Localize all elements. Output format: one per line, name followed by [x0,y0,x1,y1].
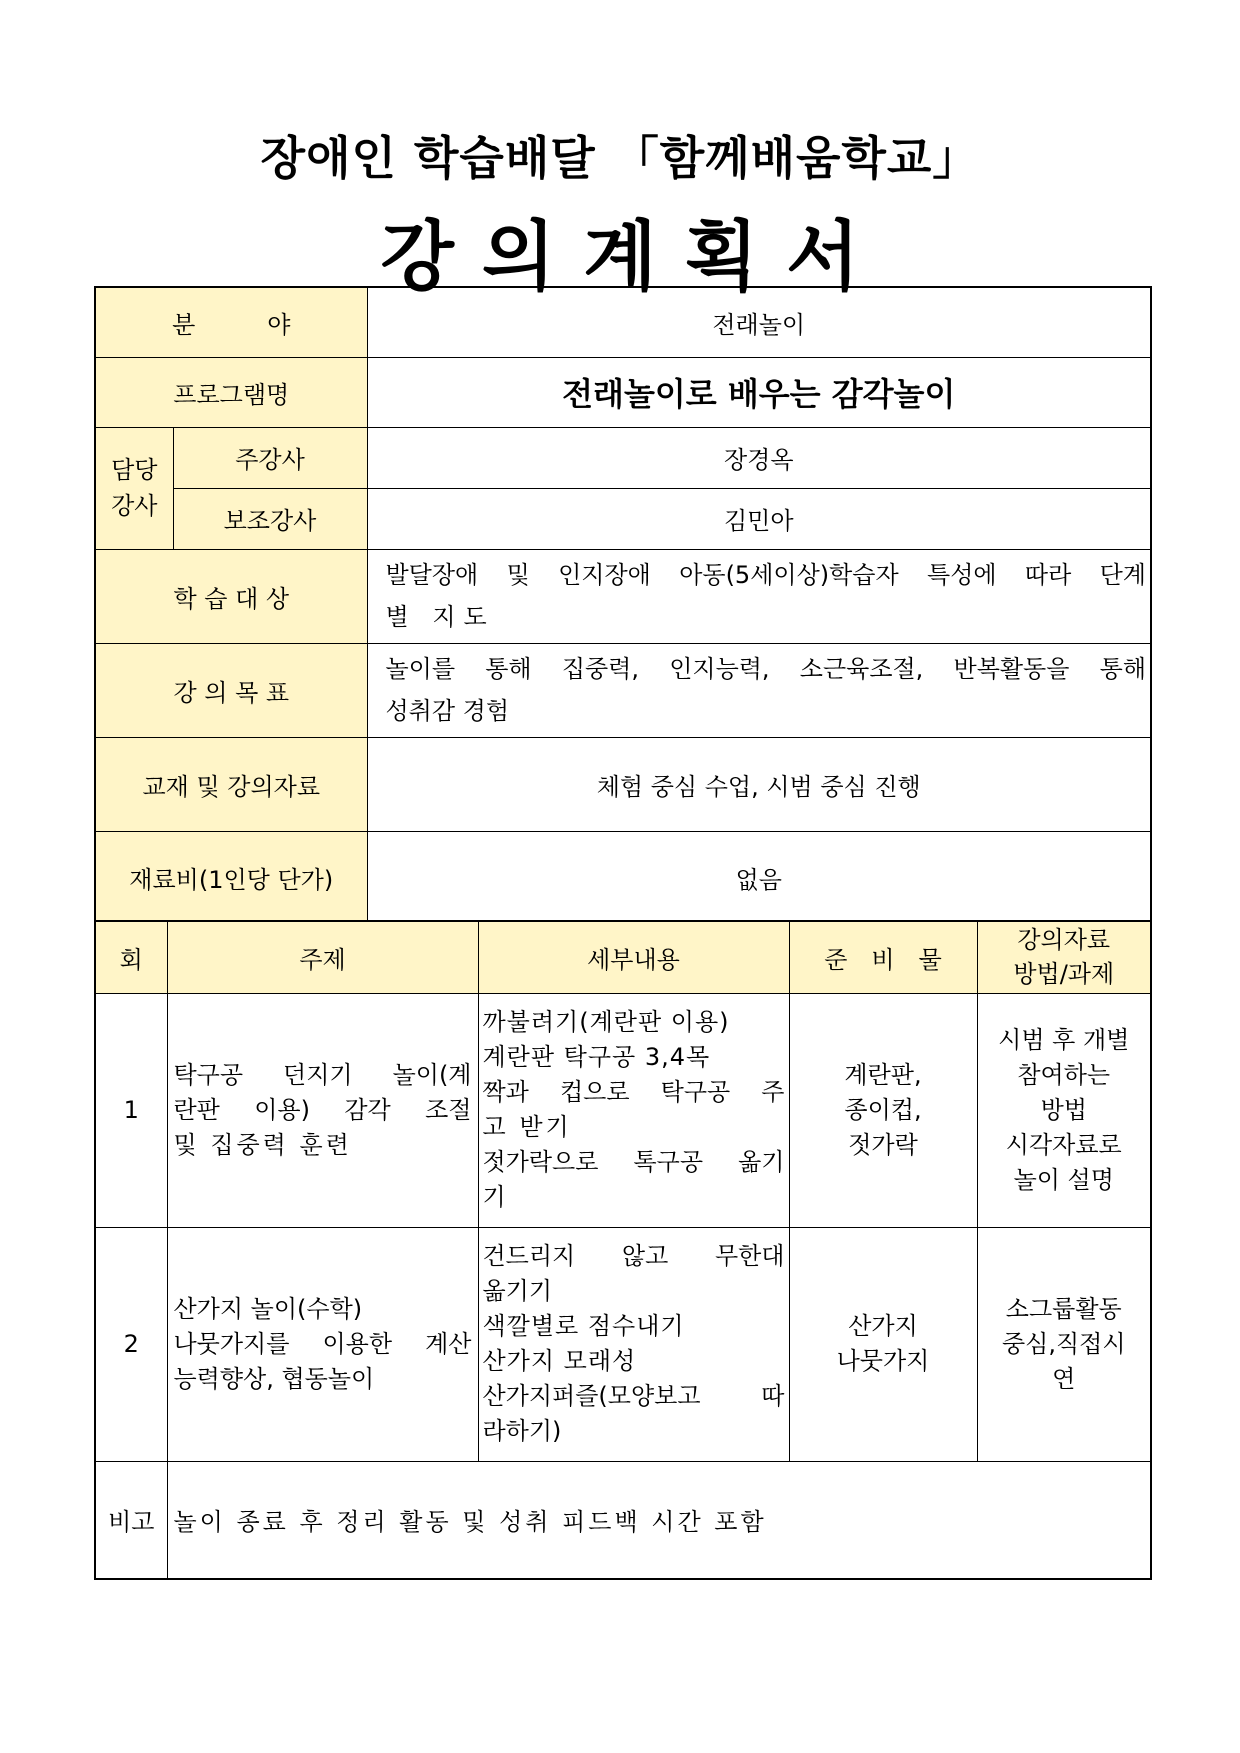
prep-line: 젓가락 [848,1130,918,1159]
detail-line: 짝과 컵으로 탁구공 주 [482,1078,785,1106]
topic-line: 란판 이용) 감각 조절 [173,1095,472,1124]
method-cell [977,993,1151,1227]
instructor-group-label-line2: 강사 [111,492,158,520]
main-instructor-value: 장경옥 [367,427,1151,488]
method-line: 연 [1052,1364,1076,1393]
prep-line: 계란판, [844,1060,922,1089]
detail-line: 산가지퍼즐(모양보고 따 [482,1382,785,1410]
course-info-table [94,286,1152,926]
detail-line: 산가지 모래성 [482,1347,637,1375]
detail-cell [478,1227,789,1461]
session-header: 회 [95,921,167,993]
document-title: 장애인 학습배달 「함께배움학교」 [260,131,980,185]
detail-line: 까불려기(계란판 이용) [482,1008,730,1036]
assistant-label: 보조강사 [173,488,367,549]
detail-line: 기 [482,1183,506,1211]
cost-label: 재료비(1인당 단가) [95,831,367,925]
detail-line: 건드리지 않고 무한대 [482,1242,785,1270]
method-line: 방법 [1040,1095,1087,1124]
note-label: 비고 [95,1461,167,1579]
topic-line: 능력향상, 협동놀이 [173,1364,375,1393]
topic-line: 및 집중력 훈련 [173,1130,352,1159]
detail-line: 색깔별로 점수내기 [482,1312,685,1340]
goal-value [367,643,1151,737]
note-value: 놀이 종료 후 정리 활동 및 성취 피드백 시간 포함 [167,1461,1151,1579]
instructor-group-label-line1: 담당 [111,456,158,484]
prep-cell [789,1227,977,1461]
target-value [367,549,1151,643]
method-line: 중심,직접시 [1001,1329,1126,1358]
main-instructor-label: 주강사 [173,427,367,488]
detail-line: 고 받기 [482,1113,572,1141]
material-label: 교재 및 강의자료 [95,737,367,831]
table-row [95,1227,1151,1461]
detail-line: 라하기) [482,1417,562,1445]
field-label: 분 야 [95,287,367,357]
method-cell [977,1227,1151,1461]
assistant-value: 김민아 [367,488,1151,549]
method-header-line2: 방법/과제 [1013,960,1115,989]
material-value: 체험 중심 수업, 시범 중심 진행 [367,737,1151,831]
goal-line2: 성취감 경험 [385,697,510,725]
field-value: 전래놀이 [367,287,1151,357]
cost-value: 없음 [367,831,1151,925]
schedule-table [94,920,1152,1580]
prep-header: 준 비 물 [789,921,977,993]
method-line: 시범 후 개별 [998,1025,1130,1054]
table-row [95,993,1151,1227]
target-line2: 별 지도 [385,603,495,631]
document-subtitle: 강의계획서 [380,212,888,301]
topic-cell [167,993,478,1227]
method-line: 참여하는 [1017,1060,1111,1089]
target-label: 학 습 대 상 [95,549,367,643]
method-header [977,921,1151,993]
detail-line: 계란판 탁구공 3,4목 [482,1043,711,1071]
detail-line: 옮기기 [482,1277,553,1305]
method-line: 소그룹활동 [1005,1294,1122,1323]
prep-line: 종이컵, [844,1095,922,1124]
session-number: 2 [95,1227,167,1461]
session-number: 1 [95,993,167,1227]
prep-cell [789,993,977,1227]
topic-cell [167,1227,478,1461]
method-line: 시각자료로 [1005,1130,1122,1159]
detail-header: 세부내용 [478,921,789,993]
program-value: 전래놀이로 배우는 감각놀이 [367,357,1151,427]
method-line: 놀이 설명 [1013,1165,1114,1194]
goal-label: 강 의 목 표 [95,643,367,737]
instructor-group-label [95,427,173,549]
program-label: 프로그램명 [95,357,367,427]
topic-header: 주제 [167,921,478,993]
goal-line1: 놀이를 통해 집중력, 인지능력, 소근육조절, 반복활동을 통해 [385,655,1146,683]
topic-line: 나뭇가지를 이용한 계산 [173,1329,472,1358]
method-header-line1: 강의자료 [1017,926,1111,955]
prep-line: 나뭇가지 [836,1347,930,1375]
prep-line: 산가지 [848,1312,918,1340]
topic-line: 탁구공 던지기 놀이(계 [173,1060,472,1089]
topic-line: 산가지 놀이(수학) [173,1294,363,1323]
detail-line: 젓가락으로 톡구공 옮기 [482,1148,785,1176]
detail-cell [478,993,789,1227]
target-line1: 발달장애 및 인지장애 아동(5세이상)학습자 특성에 따라 단계 [385,561,1146,589]
